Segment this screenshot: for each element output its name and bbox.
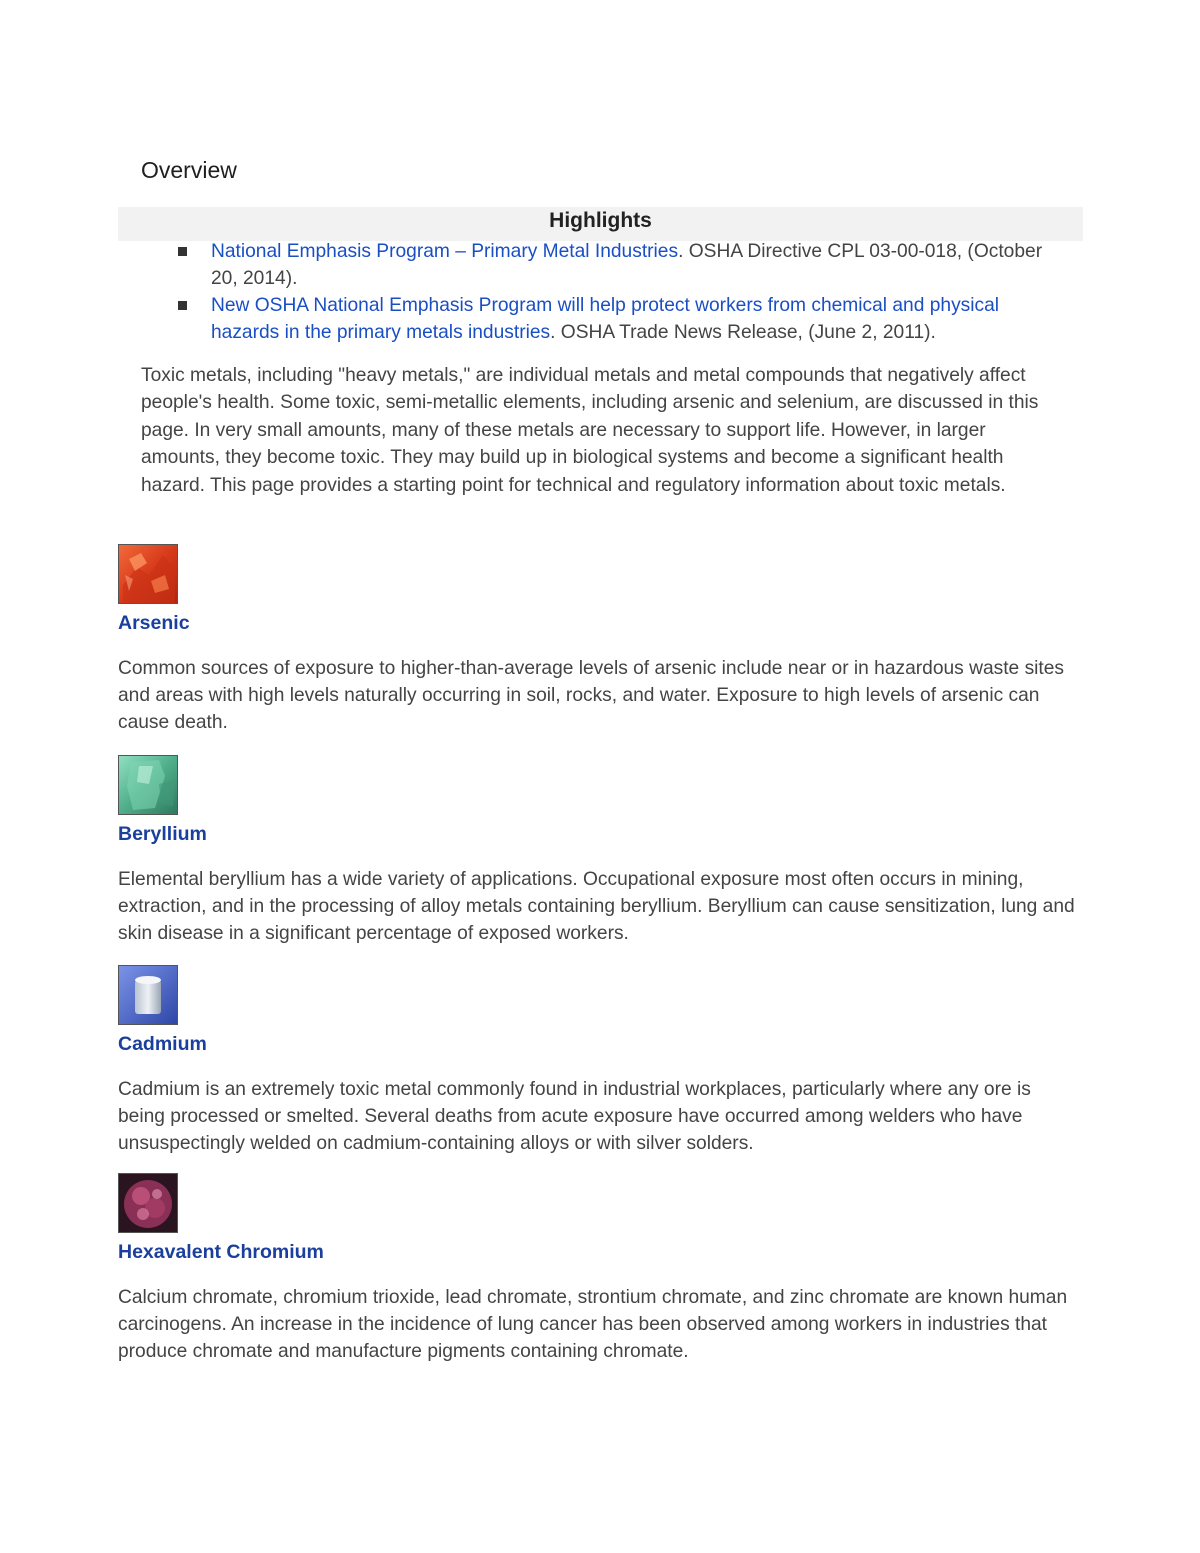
highlight-link-nep-news-release[interactable]: New OSHA National Emphasis Program will help protect workers from chemical and physical hazards in the primary metals industries [211, 295, 1000, 343]
hexavalent-chromium-description: Calcium chromate, chromium trioxide, lead chromate, strontium chromate, and zinc chromate are known human carcinogens. An increase in the incidence of lung cancer has been observed among workers in industries that produce chromate and manufacture pigments containing chromate. [118, 1287, 1068, 1363]
square-bullet-icon [178, 247, 187, 256]
cadmium-mineral-icon [119, 966, 177, 1024]
arsenic-thumbnail-image[interactable] [118, 544, 178, 604]
highlight-source-text: . OSHA Directive CPL 03-00-018, (October 20, 2014). [211, 241, 1043, 289]
cadmium-thumbnail-image[interactable] [118, 965, 178, 1025]
arsenic-description: Common sources of exposure to higher-than-average levels of arsenic include near or in hazardous waste sites and areas with high levels naturally occurring in soil, rocks, and water. Exposure to high levels of arsenic can cause death. [118, 658, 1065, 734]
arsenic-link[interactable]: Arsenic [118, 612, 190, 634]
metal-section-hexavalent-chromium [118, 1173, 1078, 1366]
cadmium-link[interactable]: Cadmium [118, 1033, 207, 1055]
chromium-mineral-icon [119, 1174, 177, 1232]
beryllium-link[interactable]: Beryllium [118, 823, 207, 845]
highlights-title: Highlights [549, 209, 652, 232]
highlights-header [118, 207, 1083, 241]
square-bullet-icon [178, 301, 187, 310]
page-title: Overview [141, 157, 237, 183]
highlight-item [176, 292, 1066, 346]
highlight-link-nep-primary-metal[interactable]: National Emphasis Program – Primary Metal Industries [211, 241, 679, 262]
metal-section-cadmium [118, 965, 1078, 1158]
hexavalent-chromium-link[interactable]: Hexavalent Chromium [118, 1241, 324, 1263]
intro-paragraph: Toxic metals, including "heavy metals," are individual metals and metal compounds that negatively affect people's health. Some toxic, semi-metallic elements, including arsenic and selenium, are discussed in this page. In very small amounts, many of these metals are necessary to support life. However, in larger amounts, they become toxic. They may build up in biological systems and become a significant health hazard. This page provides a starting point for technical and regulatory information about toxic metals. [141, 365, 1039, 496]
arsenic-mineral-icon [119, 545, 177, 603]
highlights-list [176, 238, 1066, 346]
beryllium-mineral-icon [119, 756, 177, 814]
highlight-item [176, 238, 1066, 292]
hexavalent-chromium-thumbnail-image[interactable] [118, 1173, 178, 1233]
metal-section-arsenic [118, 544, 1078, 737]
highlight-source-text: . OSHA Trade News Release, (June 2, 2011). [550, 322, 936, 343]
beryllium-thumbnail-image[interactable] [118, 755, 178, 815]
beryllium-description: Elemental beryllium has a wide variety of applications. Occupational exposure most often occurs in mining, extraction, and in the processing of alloy metals containing beryllium. Beryllium can cause sensitization, lung and skin disease in a significant percentage of exposed workers. [118, 869, 1075, 945]
cadmium-description: Cadmium is an extremely toxic metal commonly found in industrial workplaces, particularly where any ore is being processed or smelted. Several deaths from acute exposure have occurred among welders who have unsuspectingly welded on cadmium-containing alloys or with silver solders. [118, 1079, 1031, 1155]
metal-section-beryllium [118, 755, 1078, 948]
